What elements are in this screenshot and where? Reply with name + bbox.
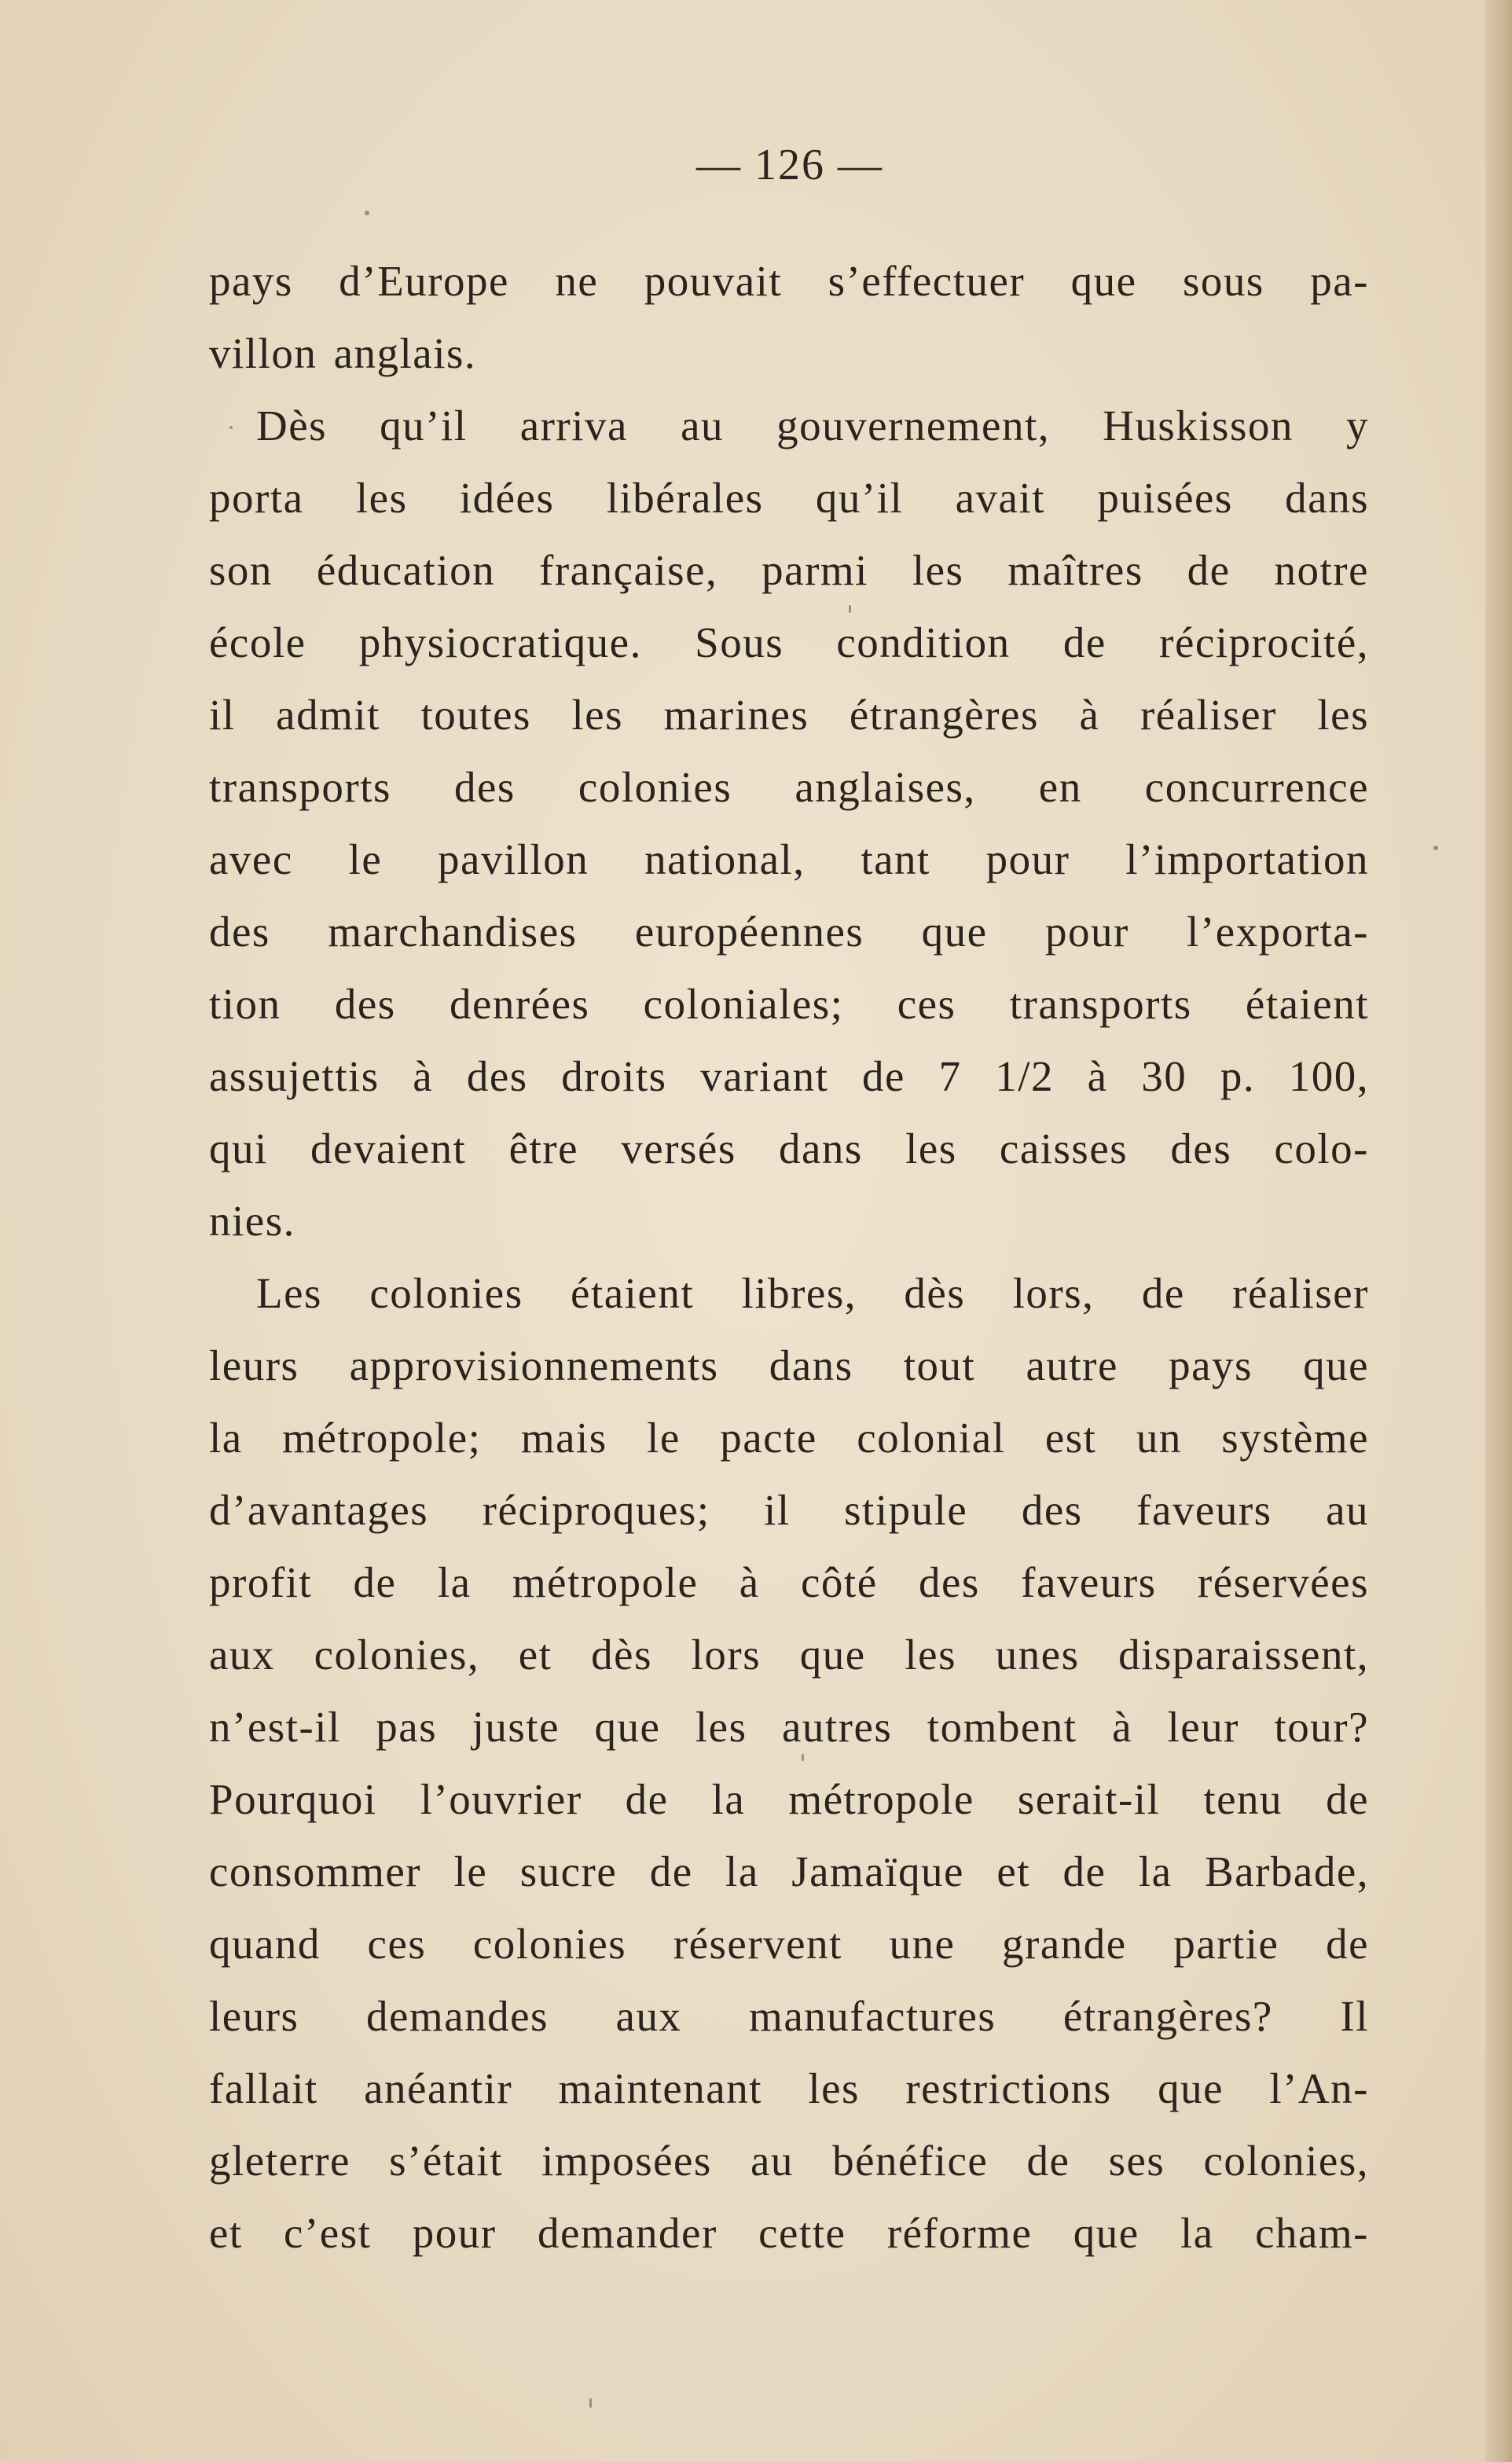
text-line: d’avantages réciproques; il stipule des faveurs au (209, 1486, 1369, 1534)
text-line: assujettis à des droits variant de 7 1/2 à 30 p. 100, (209, 1052, 1369, 1100)
paper-speck (365, 211, 369, 215)
text-line: des marchandises européennes que pour l’exporta- (209, 908, 1369, 956)
paragraph-2 (209, 390, 1369, 1257)
body-text (209, 245, 1369, 2269)
text-line: transports des colonies anglaises, en concurrence (209, 763, 1369, 811)
paper-speck (229, 426, 233, 429)
text-line: profit de la métropole à côté des faveurs réservées (209, 1558, 1369, 1606)
text-line: pays d’Europe ne pouvait s’effectuer que sous pa- (209, 257, 1369, 305)
paragraph-1 (209, 245, 1369, 390)
text-line: Les colonies étaient libres, dès lors, de réaliser (256, 1269, 1369, 1317)
page-edge-shadow (1485, 0, 1512, 2462)
text-line: gleterre s’était imposées au bénéfice de ses colonies, (209, 2137, 1369, 2185)
text-line: fallait anéantir maintenant les restrictions que l’An- (209, 2064, 1369, 2112)
text-line: nies. (209, 1197, 295, 1245)
text-line: avec le pavillon national, tant pour l’importation (209, 835, 1369, 883)
text-line: villon anglais. (209, 329, 477, 377)
text-line: tion des denrées coloniales; ces transports étaient (209, 980, 1369, 1028)
page-number: — 126 — (696, 141, 883, 189)
text-line: son éducation française, parmi les maîtres de notre (209, 546, 1369, 594)
text-line: leurs approvisionnements dans tout autre pays que (209, 1341, 1369, 1389)
text-line: Dès qu’il arriva au gouvernement, Huskisson y (256, 402, 1369, 449)
text-line: quand ces colonies réservent une grande partie de (209, 1920, 1369, 1968)
text-line: consommer le sucre de la Jamaïque et de la Barbade, (209, 1847, 1369, 1895)
text-line: qui devaient être versés dans les caisses des colo- (209, 1125, 1369, 1172)
paper-speck (589, 2398, 592, 2408)
text-line: il admit toutes les marines étrangères à réaliser les (209, 691, 1369, 739)
text-line: et c’est pour demander cette réforme que la cham- (209, 2209, 1369, 2257)
paper-speck (849, 605, 851, 613)
text-line: la métropole; mais le pacte colonial est un système (209, 1414, 1369, 1462)
paper-speck (802, 1754, 804, 1761)
paragraph-3 (209, 1257, 1369, 2269)
text-line: porta les idées libérales qu’il avait puisées dans (209, 474, 1369, 522)
text-line: n’est-il pas juste que les autres tombent à leur tour? (209, 1703, 1369, 1751)
paper-speck (1433, 846, 1438, 850)
text-line: école physiocratique. Sous condition de réciprocité, (209, 618, 1369, 666)
text-line: aux colonies, et dès lors que les unes disparaissent, (209, 1631, 1369, 1679)
text-line: Pourquoi l’ouvrier de la métropole serait-il tenu de (209, 1775, 1369, 1823)
text-line: leurs demandes aux manufactures étrangères? Il (209, 1992, 1369, 2040)
